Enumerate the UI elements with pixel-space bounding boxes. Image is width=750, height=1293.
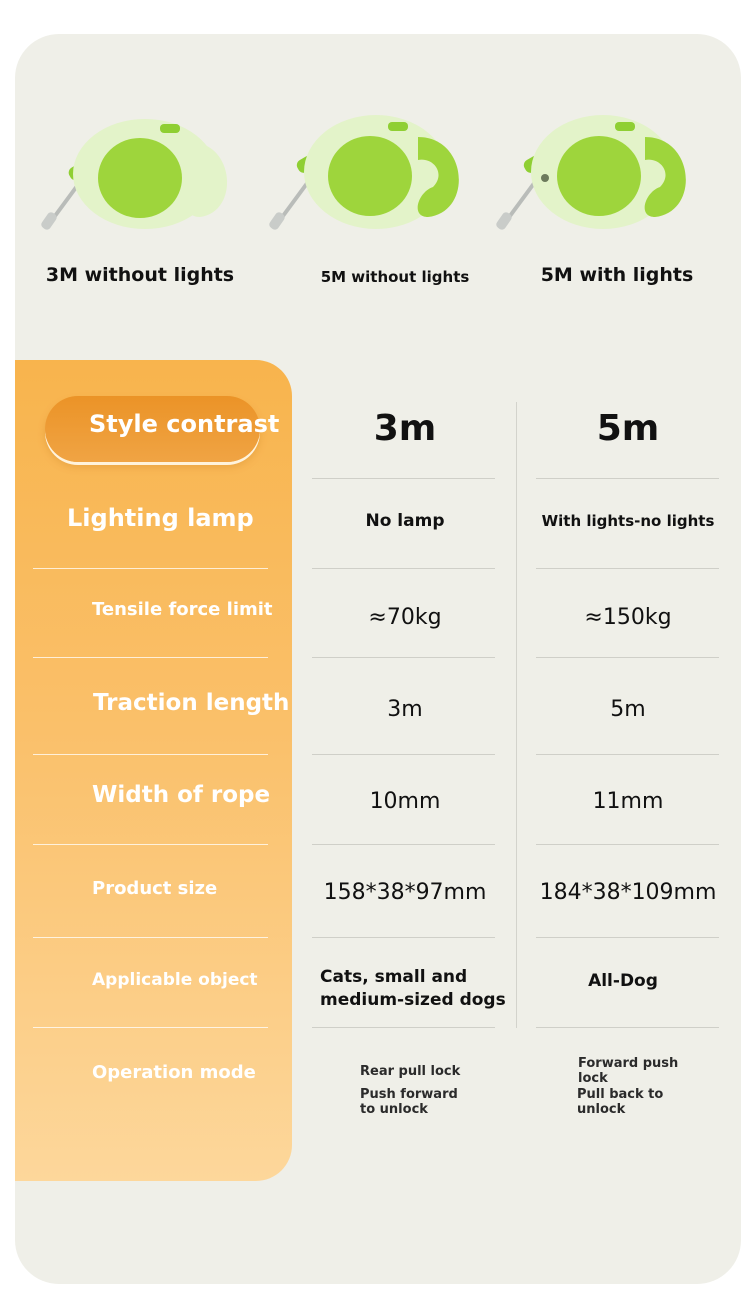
row-label-product-size: Product size	[92, 878, 218, 899]
cell-lighting-5m: With lights-no lights	[541, 512, 715, 530]
row-divider	[33, 657, 268, 658]
product-label-2: 5M without lights	[320, 268, 470, 286]
cell-object-5m: All-Dog	[588, 971, 658, 991]
row-label-column	[15, 360, 292, 1181]
row-divider	[33, 1027, 268, 1028]
cell-width-3m: 10mm	[369, 789, 441, 814]
column-header-3m: 3m	[373, 408, 437, 449]
cell-tensile-5m: ≈150kg	[584, 605, 672, 630]
cell-object-3m: Cats, small and medium-sized dogs	[320, 967, 506, 1010]
row-divider	[312, 754, 495, 755]
leash-3m-no-lights-image	[40, 112, 240, 236]
row-divider	[312, 657, 495, 658]
leash-5m-no-lights-image	[268, 112, 468, 236]
cell-traction-3m: 3m	[387, 697, 423, 722]
cell-operation-5m-line3: Pull back to	[577, 1087, 664, 1102]
row-divider	[536, 1027, 719, 1028]
row-divider	[312, 1027, 495, 1028]
cell-operation-3m-line3: to unlock	[360, 1102, 428, 1117]
column-header-5m: 5m	[596, 408, 660, 449]
row-divider	[312, 478, 495, 479]
row-divider	[536, 754, 719, 755]
cell-size-5m: 184*38*109mm	[539, 880, 717, 905]
row-divider	[33, 844, 268, 845]
cell-operation-5m-line1: Forward push	[578, 1056, 679, 1071]
row-divider	[33, 937, 268, 938]
row-divider	[536, 844, 719, 845]
cell-width-5m: 11mm	[592, 789, 664, 814]
row-divider	[312, 844, 495, 845]
row-label-applicable-object: Applicable object	[92, 970, 258, 990]
row-label-lighting-lamp: Lighting lamp	[67, 504, 254, 532]
row-divider	[312, 937, 495, 938]
row-label-traction-length: Traction length	[93, 690, 290, 716]
cell-lighting-3m: No lamp	[365, 511, 445, 531]
row-label-tensile-force: Tensile force limit	[92, 599, 273, 620]
cell-operation-3m-line1: Rear pull lock	[360, 1064, 461, 1079]
cell-operation-3m-line2: Push forward	[360, 1087, 458, 1102]
row-label-width-of-rope: Width of rope	[92, 782, 271, 808]
cell-size-3m: 158*38*97mm	[323, 880, 487, 905]
style-contrast-label: Style contrast	[89, 410, 280, 438]
row-divider	[536, 937, 719, 938]
leash-5m-with-lights-image	[495, 112, 695, 236]
cell-operation-5m-line4: unlock	[577, 1102, 626, 1117]
row-divider	[536, 657, 719, 658]
cell-operation-5m-line2: lock	[578, 1071, 608, 1086]
row-label-operation-mode: Operation mode	[92, 1062, 256, 1083]
row-divider	[33, 568, 268, 569]
row-divider	[33, 754, 268, 755]
product-label-3: 5M with lights	[540, 264, 694, 286]
product-label-1: 3M without lights	[45, 264, 235, 286]
column-divider	[516, 402, 517, 1028]
row-divider	[536, 478, 719, 479]
cell-tensile-3m: ≈70kg	[368, 605, 442, 630]
row-divider	[312, 568, 495, 569]
row-divider	[536, 568, 719, 569]
cell-traction-5m: 5m	[610, 697, 646, 722]
